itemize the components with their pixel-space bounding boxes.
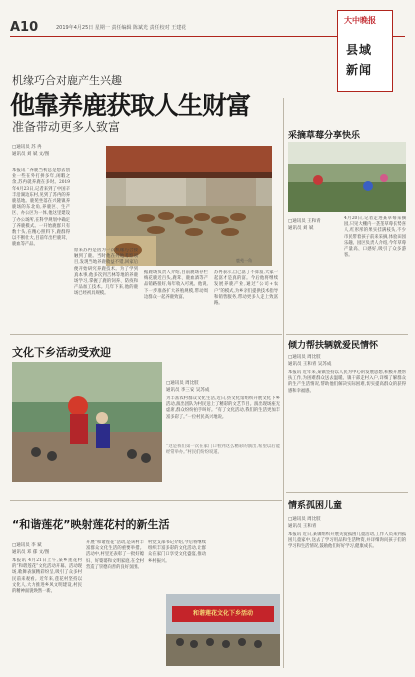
- culture-photo: [12, 362, 162, 482]
- lead-headline: 他靠养鹿获取人生财富: [10, 91, 251, 120]
- story-culture-title: 文化下乡活动受欢迎: [12, 346, 111, 359]
- lotus-banner-text: 和谐莲花文化下乡活动: [192, 610, 253, 617]
- story-lotus-body-col1: 本报讯 4月21日上午,某乡莲花村的“和谐莲花”文化活动开幕。活动现场,歌舞表演精彩纷呈,吸引了众多村民前来观看。近年来,莲花村坚持以文化人,大力推进乡风文明建设,村民的精神面貌焕然一新。: [12, 558, 82, 595]
- story-culture-quote: “这是我们第一次在家门口看到这么精彩的演出,希望以后能经常举办。”村民们纷纷说道。: [166, 444, 280, 456]
- story-culture-byline-2: 通讯员 李三安 吴苏成: [166, 388, 210, 393]
- story-culture-body: 为丰富农村群众文化生活,近日,县文化馆组织开展文化下乡活动,演出团队为村民送上了精彩的文艺节目。演出现场座无虚席,群众纷纷拍手叫好。“有了文化活动,我们的生活更加丰富多彩了。”一位村民高兴地说。: [166, 396, 280, 420]
- story-culture-byline-1: □通讯员 周比肢: [166, 381, 199, 386]
- lead-byline-line2: 通讯员 刘 斌 文/图: [12, 152, 50, 157]
- story-children-byline-2: 通讯员 王和青: [288, 524, 317, 529]
- lead-photo-caption: 鹿苑一角: [236, 258, 252, 263]
- story-aid-byline: [288, 354, 352, 368]
- story-lotus-byline-1: □通讯员 李 斌: [12, 543, 42, 548]
- lead-body-col4: 苏冉表示,自己富了不算富,大家一起富才是真的富。今后他将继续发展养鹿产业,通过“公司+农户”的模式,为乡亲们提供技术指导和销售服务,带动更多人走上致富路。: [214, 270, 278, 307]
- lead-body-col3: 据鹿场负责人介绍,目前鹿场存栏梅花鹿近百头,鹿茸、鹿血酒等产品销路很好,每年收入可观。他说,下一步准备扩大养殖规模,带动周边群众一起养鹿致富。: [144, 270, 208, 300]
- story-aid-title: 倾力帮扶辆就爱民情怀: [288, 341, 379, 351]
- strawberry-photo: [288, 142, 406, 212]
- lead-subhead: 准备带动更多人致富: [12, 120, 121, 134]
- story-strawberry-byline: [288, 218, 343, 232]
- lead-body-col1: 本报讯 “养鹿当初总是想去创业一些在外打拼多年,闲暇之余,苏冉就养鹿在多时。2019年4月23日,记者来到了中国辛丰沿湖边东村,见到了苏冉的养鹿基地。鹿苑坐落在兴隆镇养鹿场的东北角,养鹿区、生产区、办公区为一体,他这里建设了办公场所,在科学规划中确定了养鹿模式。一开始鹿群只有数十头,在精心照料下,鹿群得以不断壮大,目前年出栏鹿茸、鹿血等产品。: [12, 168, 70, 248]
- story-culture-byline: [166, 380, 280, 394]
- story-aid-byline-1: □通讯员 周比肢: [288, 355, 321, 360]
- lead-body-col2: 原来苏冉是因为一次机缘巧合接触到了鹿。当时他在外地考察项目,发现当地养鹿收益不错,回家后便开始研究养鹿技术。为了学到真本事,他多次到吉林等地的养鹿场学习,掌握了鹿的饲养、防疫和产品加工技术。几年下来,他的鹿场已经初具规模。: [74, 248, 138, 297]
- lower-divider: [10, 500, 282, 501]
- story-strawberry-byline-2: 通讯员 刘 斌: [288, 226, 314, 231]
- story-strawberry-byline-1: □通讯员 王和青: [288, 219, 321, 224]
- story-lotus-byline: [12, 542, 92, 556]
- story-strawberry-title: 采摘草莓分享快乐: [288, 131, 361, 141]
- story-strawberry-body: 4月20日,记者走进某草莓采摘园,只见大棚内一垄垄草莓长势喜人,红彤彤的果实挂满枝头,不少市民带着孩子前来采摘,体验田园乐趣。园区负责人介绍,今年草莓产量高、口感好,吸引了众多游客。: [344, 216, 406, 259]
- story-aid-byline-2: 通讯员 王和青 吴苏成: [288, 362, 332, 367]
- mid-divider: [10, 334, 282, 335]
- page-meta: 2019年4月25日 星期一 责任编辑 陈斌光 责任校对 王建花: [56, 25, 187, 31]
- column-divider: [283, 98, 284, 668]
- lotus-photo: [166, 594, 280, 666]
- section-name-line2: 新闻: [346, 63, 373, 77]
- section-masthead: [337, 10, 393, 92]
- story-children-byline-1: □通讯员 周比肢: [288, 517, 321, 522]
- right-divider-2: [286, 492, 408, 493]
- story-lotus-body-col2: 开展“和谐莲花”活动,是该村丰富群众文化生活的重要举措。活动中,村里还表彰了一批好媳妇、好婆婆和文明家庭,在全村营造了崇德向善的良好氛围。: [86, 540, 144, 570]
- page-number: A10: [10, 20, 39, 35]
- right-divider-1: [286, 334, 408, 335]
- story-lotus-body-col3: 村党支部书记介绍,今后将继续组织丰富多彩的文化活动,让群众在家门口享受文化盛宴,推动乡村振兴。: [148, 540, 206, 564]
- story-aid-body: 本报讯 近年来,某镇坚持以人民为中心的发展思想,积极开展帮扶工作,为困难群众送去温暖。镇干部走村入户,详细了解群众的生产生活情况,帮助他们解决实际困难,切实提高群众的获得感和幸福感。: [288, 370, 406, 394]
- lead-byline: [12, 144, 72, 158]
- story-children-body: 本报讯 近日,某镇组织开展关爱孤困儿童活动,工作人员来到孤困儿童家中,送去了学习用品和生活物资,并详细询问孩子们的学习和生活情况,鼓励他们好好学习,健康成长。: [288, 532, 406, 550]
- lead-kicker: 机缘巧合对鹿产生兴趣: [12, 74, 122, 87]
- lead-byline-line1: □通讯员 苏 冉: [12, 145, 42, 150]
- newspaper-logo: 大中晚报: [344, 16, 376, 25]
- story-lotus-byline-2: 通讯员 邓 郁 文/图: [12, 550, 50, 555]
- section-name-line1: 县域: [346, 43, 373, 57]
- story-lotus-title: “和谐莲花”映射莲花村的新生活: [12, 518, 170, 531]
- story-children-byline: [288, 516, 352, 530]
- story-children-title: 情系孤困儿童: [288, 501, 343, 511]
